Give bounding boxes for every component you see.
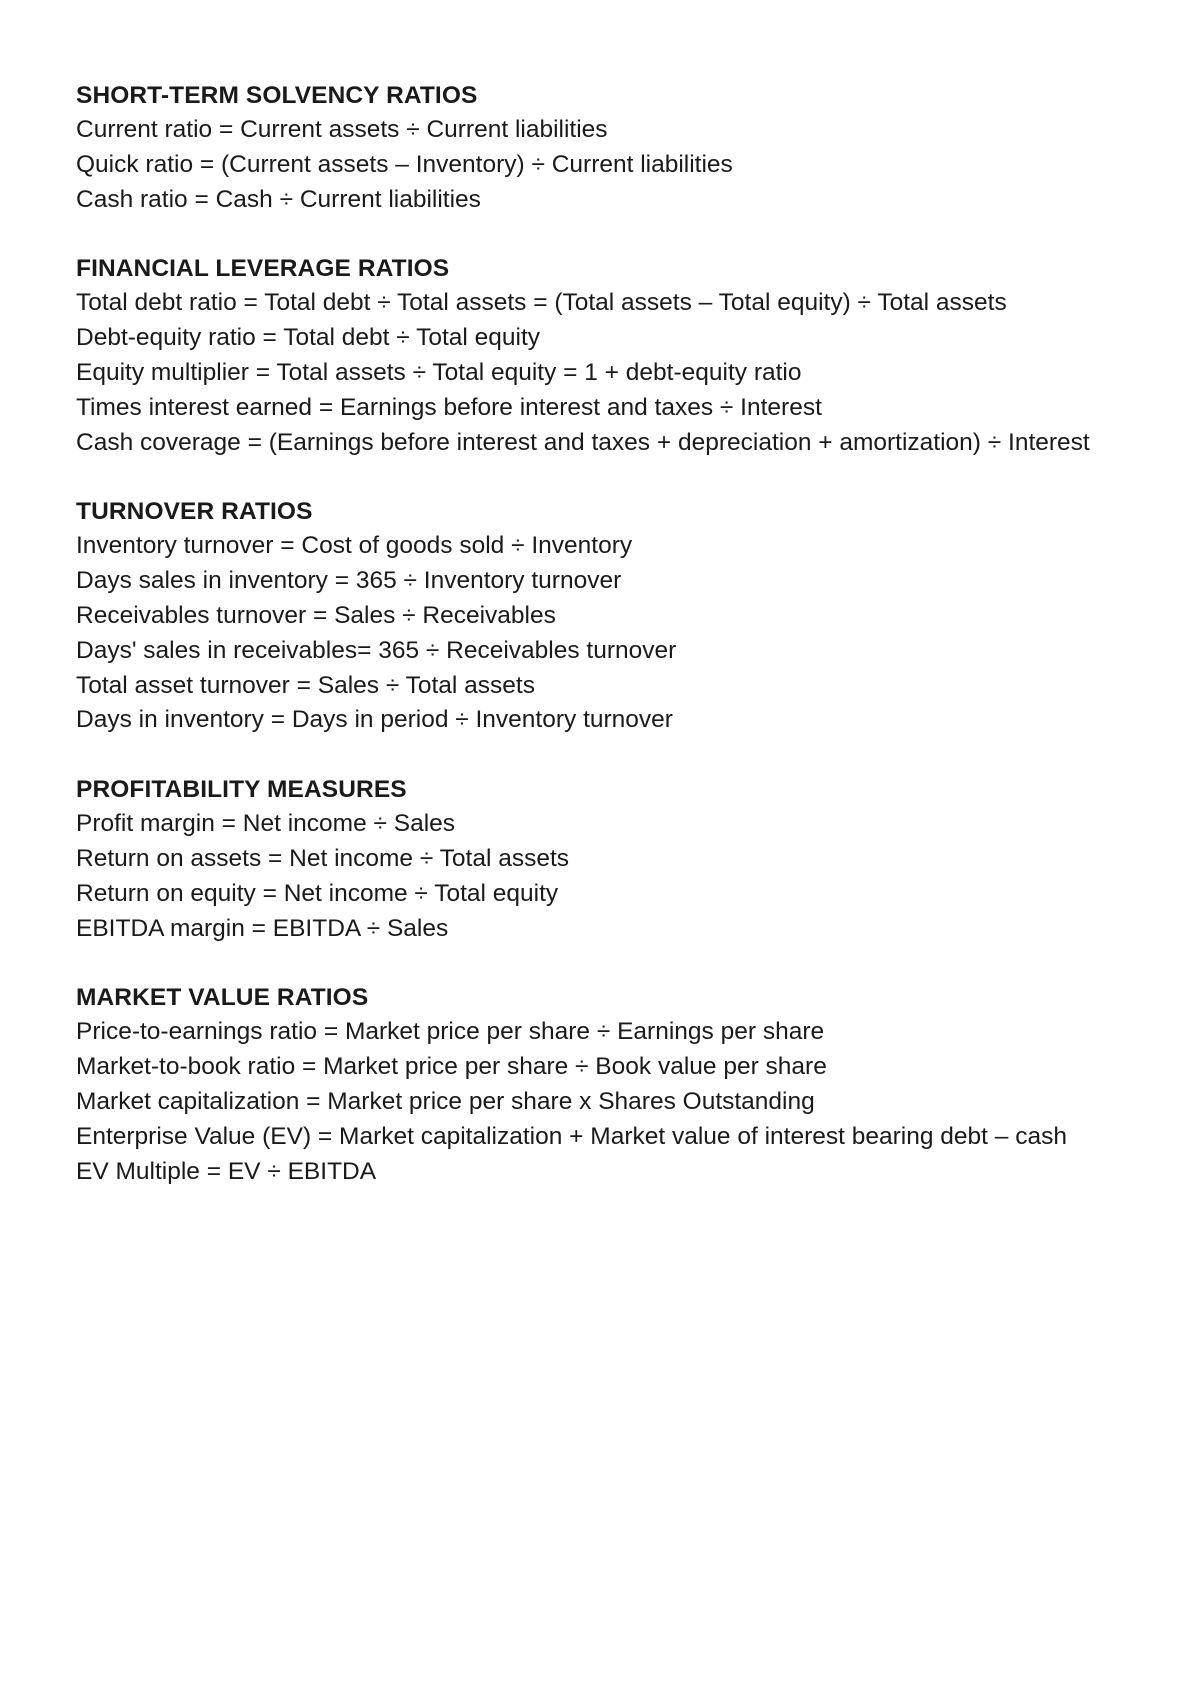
section-market-value bbox=[76, 980, 1186, 1189]
formula-debt-equity-ratio: Debt-equity ratio = Total debt ÷ Total equity bbox=[76, 324, 541, 352]
formula-list bbox=[76, 286, 1186, 460]
section-heading: FINANCIAL LEVERAGE RATIOS bbox=[76, 255, 450, 283]
formula-equity-multiplier: Equity multiplier = Total assets ÷ Total equity = 1 + debt-equity ratio bbox=[76, 358, 802, 386]
formula-days-in-inventory: Days in inventory = Days in period ÷ Inventory turnover bbox=[76, 706, 673, 734]
section-heading: TURNOVER RATIOS bbox=[76, 498, 313, 526]
formula-price-to-earnings: Price-to-earnings ratio = Market price per share ÷ Earnings per share bbox=[76, 1018, 825, 1046]
formula-enterprise-value: Enterprise Value (EV) = Market capitalization + Market value of interest bearing debt – cash bbox=[76, 1122, 1067, 1150]
formula-market-to-book: Market-to-book ratio = Market price per share ÷ Book value per share bbox=[76, 1053, 827, 1081]
formula-market-capitalization: Market capitalization = Market price per share x Shares Outstanding bbox=[76, 1087, 815, 1115]
formula-days-sales-in-receivables: Days' sales in receivables= 365 ÷ Receivables turnover bbox=[76, 636, 677, 664]
formula-list bbox=[76, 529, 1186, 738]
formula-current-ratio: Current ratio = Current assets ÷ Current liabilities bbox=[76, 116, 608, 143]
section-turnover bbox=[76, 494, 1186, 738]
formula-return-on-equity: Return on equity = Net income ÷ Total equity bbox=[76, 879, 559, 907]
formula-total-asset-turnover: Total asset turnover = Sales ÷ Total assets bbox=[76, 671, 535, 699]
formula-list bbox=[76, 1015, 1186, 1189]
formula-total-debt-ratio: Total debt ratio = Total debt ÷ Total assets = (Total assets – Total equity) ÷ Total assets bbox=[76, 289, 1007, 317]
formula-days-sales-in-inventory: Days sales in inventory = 365 ÷ Inventory turnover bbox=[76, 567, 622, 595]
formula-quick-ratio: Quick ratio = (Current assets – Inventory) ÷ Current liabilities bbox=[76, 150, 733, 178]
formula-ebitda-margin: EBITDA margin = EBITDA ÷ Sales bbox=[76, 914, 449, 942]
formula-cash-ratio: Cash ratio = Cash ÷ Current liabilities bbox=[76, 185, 481, 213]
formula-list bbox=[76, 807, 1186, 946]
formula-cash-coverage: Cash coverage = (Earnings before interest and taxes + depreciation + amortization) ÷ Interest bbox=[76, 428, 1090, 456]
section-profitability bbox=[76, 772, 1186, 946]
section-heading: PROFITABILITY MEASURES bbox=[76, 776, 407, 804]
section-financial-leverage bbox=[76, 251, 1186, 460]
formula-list bbox=[76, 113, 1186, 217]
formula-inventory-turnover: Inventory turnover = Cost of goods sold ÷ Inventory bbox=[76, 532, 633, 560]
formula-times-interest-earned: Times interest earned = Earnings before interest and taxes ÷ Interest bbox=[76, 393, 822, 421]
formula-receivables-turnover: Receivables turnover = Sales ÷ Receivables bbox=[76, 601, 556, 629]
formula-return-on-assets: Return on assets = Net income ÷ Total assets bbox=[76, 844, 570, 872]
document-page bbox=[76, 78, 1186, 1223]
formula-ev-multiple: EV Multiple = EV ÷ EBITDA bbox=[76, 1157, 377, 1185]
section-short-term-solvency bbox=[76, 78, 1186, 217]
section-heading: SHORT-TERM SOLVENCY RATIOS bbox=[76, 82, 478, 109]
section-heading: MARKET VALUE RATIOS bbox=[76, 984, 369, 1012]
formula-profit-margin: Profit margin = Net income ÷ Sales bbox=[76, 810, 456, 838]
